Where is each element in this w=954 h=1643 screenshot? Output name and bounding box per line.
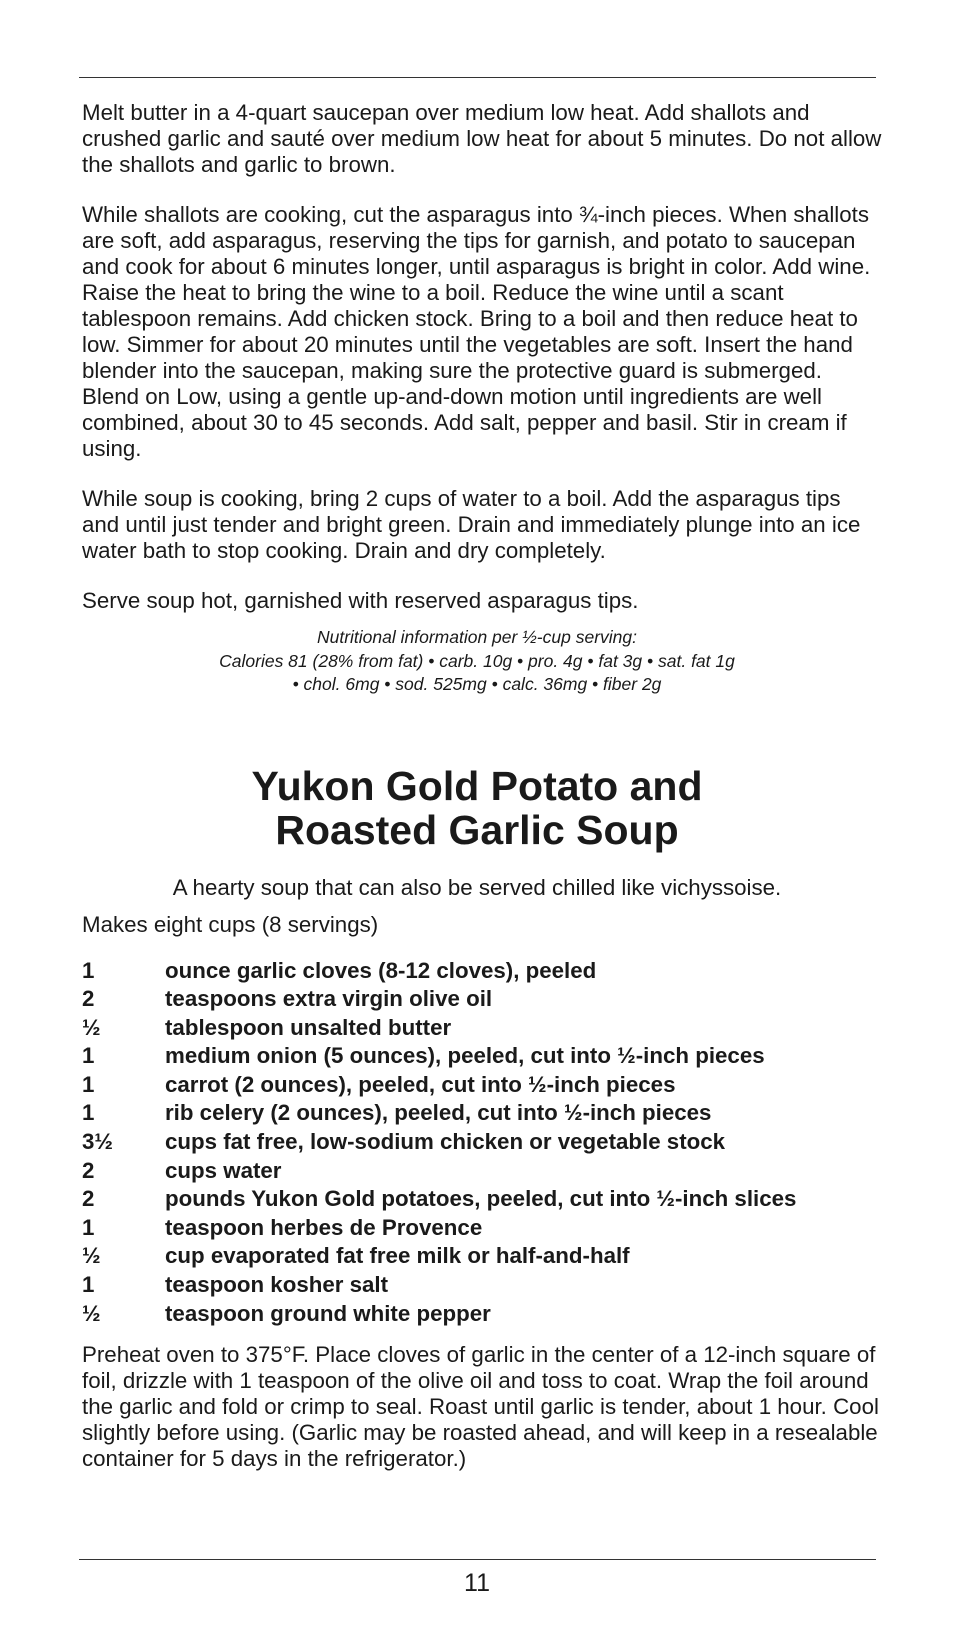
ingredient-qty: 2 [82, 1186, 95, 1212]
page-number: 11 [464, 1569, 490, 1597]
ingredient-qty: 3½ [82, 1129, 113, 1155]
recipe-yield: Makes eight cups (8 servings) [82, 911, 379, 937]
ingredient-desc: carrot (2 ounces), peeled, cut into ½-inch pieces [165, 1071, 676, 1097]
ingredient-item [82, 1214, 882, 1243]
ingredient-item [82, 1271, 882, 1300]
ingredient-item [82, 985, 882, 1014]
ingredient-desc: cups water [165, 1157, 282, 1183]
ingredient-item [82, 1185, 882, 1214]
ingredient-qty: ½ [82, 1014, 101, 1040]
ingredient-item [82, 1242, 882, 1271]
recipe-title-line-1: Yukon Gold Potato and [251, 762, 703, 809]
ingredient-item [82, 1042, 882, 1071]
ingredient-desc: teaspoons extra virgin olive oil [165, 986, 493, 1012]
top-rule [79, 77, 876, 78]
bottom-rule [79, 1559, 876, 1560]
paragraph-serve: Serve soup hot, garnished with reserved asparagus tips. [82, 588, 639, 613]
ingredient-desc: tablespoon unsalted butter [165, 1014, 452, 1040]
ingredient-item [82, 1157, 882, 1186]
nutrition-info [82, 626, 872, 697]
ingredient-item [82, 1014, 882, 1043]
ingredient-qty: 1 [82, 1272, 95, 1298]
ingredient-desc: cups fat free, low-sodium chicken or vegetable stock [165, 1129, 726, 1155]
recipe-subtitle: A hearty soup that can also be served chilled like vichyssoise. [172, 874, 782, 900]
paragraph-cook-asparagus: While shallots are cooking, cut the asparagus into ¾-inch pieces. When shallots are soft, add asparagus, reserving the tips for garnish, and potato to saucepan and cook for about 6 minutes longer, until asparagus is bright in color. Add wine. Raise the heat to bring the wine to a boil. Reduce the wine until a scant tablespoon remains. Add chicken stock. Bring to a boil and then reduce heat to low. Simmer for about 20 minutes until the vegetables are soft. Insert the hand blender into the saucepan, making sure the protective guard is submerged. Blend on Low, using a gentle up-and-down motion until ingredients are well combined, about 30 to 45 seconds. Add salt, pepper and basil. Stir in cream if using. [82, 202, 871, 461]
ingredient-desc: pounds Yukon Gold potatoes, peeled, cut into ½-inch slices [165, 1186, 797, 1212]
ingredient-desc: teaspoon ground white pepper [165, 1300, 491, 1326]
ingredient-item [82, 957, 882, 986]
page-content [82, 100, 882, 1496]
ingredient-qty: 2 [82, 1157, 95, 1183]
ingredient-qty: 1 [82, 957, 95, 983]
recipe-title [82, 764, 872, 852]
ingredient-desc: rib celery (2 ounces), peeled, cut into ½-inch pieces [165, 1100, 712, 1126]
ingredient-list [82, 957, 882, 1329]
ingredient-desc: ounce garlic cloves (8-12 cloves), peeled [165, 957, 597, 983]
paragraph-asparagus-tips: While soup is cooking, bring 2 cups of water to a boil. Add the asparagus tips and until just tender and bright green. Drain and immediately plunge into an ice water bath to stop cooking. Drain and dry completely. [82, 486, 861, 563]
ingredient-qty: ½ [82, 1243, 101, 1269]
ingredient-qty: 1 [82, 1043, 95, 1069]
recipe-title-line-2: Roasted Garlic Soup [275, 806, 679, 853]
ingredient-desc: teaspoon kosher salt [165, 1272, 389, 1298]
ingredient-desc: medium onion (5 ounces), peeled, cut into ½-inch pieces [165, 1043, 765, 1069]
ingredient-qty: 1 [82, 1100, 95, 1126]
ingredient-item [82, 1099, 882, 1128]
ingredient-desc: teaspoon herbes de Provence [165, 1214, 483, 1240]
ingredient-qty: 2 [82, 986, 95, 1012]
nutrition-line-1: Nutritional information per ½-cup serving: [316, 627, 637, 647]
ingredient-qty: 1 [82, 1071, 95, 1097]
paragraph-melt-butter: Melt butter in a 4-quart saucepan over medium low heat. Add shallots and crushed garlic and sauté over medium low heat for about 5 minutes. Do not allow the shallots and garlic to brown. [82, 100, 882, 177]
ingredient-item [82, 1071, 882, 1100]
nutrition-line-2: Calories 81 (28% from fat) • carb. 10g • pro. 4g • fat 3g • sat. fat 1g [219, 650, 735, 671]
ingredient-qty: 1 [82, 1214, 95, 1240]
paragraph-roast-garlic: Preheat oven to 375°F. Place cloves of garlic in the center of a 12-inch square of foil, drizzle with 1 teaspoon of the olive oil and toss to coat. Wrap the foil around the garlic and fold or crimp to seal. Roast until garlic is tender, about 1 hour. Cool slightly before using. (Garlic may be roasted ahead, and will keep in a resealable container for 5 days in the refrigerator.) [82, 1342, 879, 1472]
ingredient-qty: ½ [82, 1300, 101, 1326]
nutrition-line-3: • chol. 6mg • sod. 525mg • calc. 36mg • fiber 2g [292, 674, 662, 694]
ingredient-item [82, 1128, 882, 1157]
ingredient-item [82, 1300, 882, 1329]
ingredient-desc: cup evaporated fat free milk or half-and-half [165, 1243, 630, 1269]
